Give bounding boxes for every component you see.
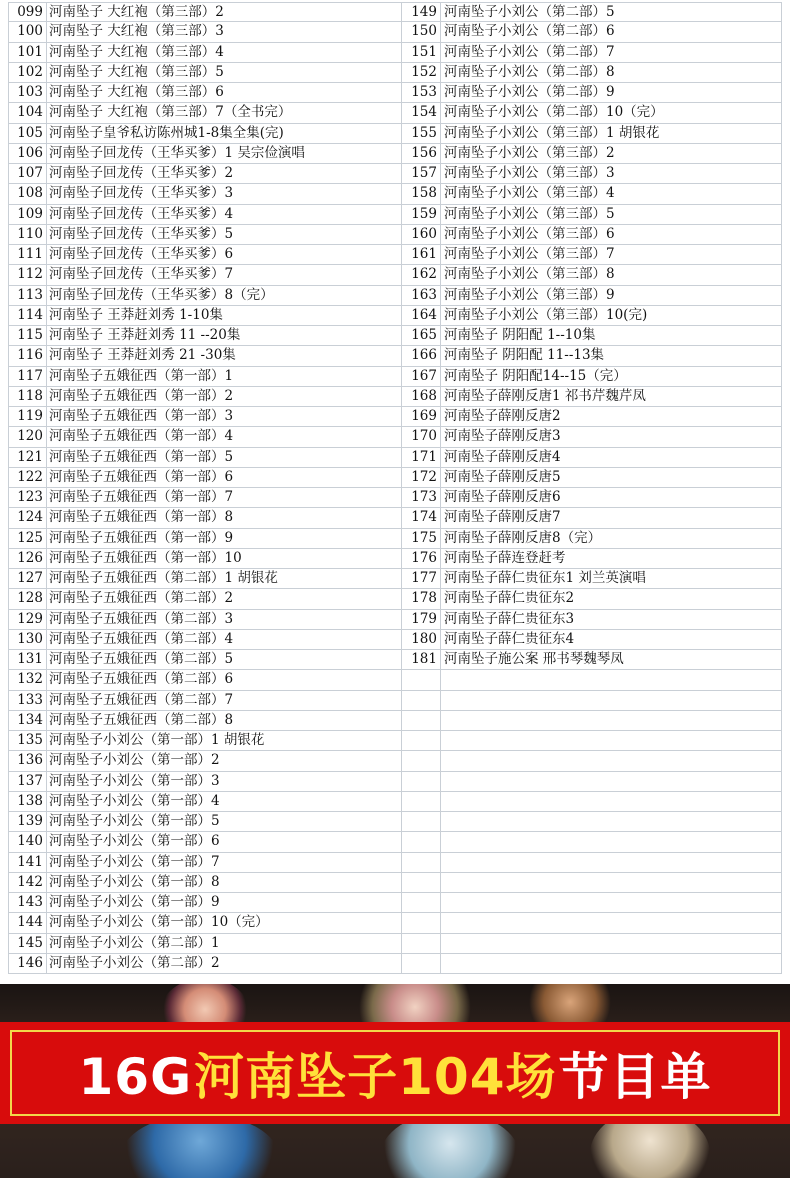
- row-title: 河南坠子回龙传（王华买爹）1 吴宗俭演唱: [47, 144, 402, 164]
- row-title: 河南坠子 阴阳配 1--10集: [441, 326, 782, 346]
- row-number: 150: [402, 22, 441, 42]
- row-title: 河南坠子小刘公（第三部）3: [441, 164, 782, 184]
- table-row: [8, 326, 402, 346]
- row-number: 133: [8, 691, 47, 711]
- row-title: 河南坠子薛连登赶考: [441, 549, 782, 569]
- headline-title: 河南坠子104场: [194, 1048, 557, 1106]
- row-number: 138: [8, 792, 47, 812]
- table-row: [402, 549, 782, 569]
- row-number: [402, 711, 441, 731]
- row-number: 169: [402, 407, 441, 427]
- table-row: [402, 225, 782, 245]
- row-number: 178: [402, 589, 441, 609]
- row-number: 143: [8, 893, 47, 913]
- table-row: [402, 22, 782, 42]
- table-row: [8, 589, 402, 609]
- row-number: 117: [8, 367, 47, 387]
- row-number: 103: [8, 83, 47, 103]
- row-title: 河南坠子小刘公（第三部）2: [441, 144, 782, 164]
- row-title: 河南坠子薛刚反唐1 祁书芹魏芹凤: [441, 387, 782, 407]
- table-row: [402, 144, 782, 164]
- row-title: 河南坠子 王莽赶刘秀 21 -30集: [47, 346, 402, 366]
- row-title: 河南坠子薛刚反唐2: [441, 407, 782, 427]
- row-number: 158: [402, 184, 441, 204]
- row-number: 179: [402, 610, 441, 630]
- table-row: [8, 610, 402, 630]
- row-title: 河南坠子小刘公（第一部）10（完）: [47, 913, 402, 933]
- row-title: 河南坠子薛刚反唐8（完）: [441, 529, 782, 549]
- table-row: [402, 448, 782, 468]
- table-row: [8, 245, 402, 265]
- row-number: 141: [8, 853, 47, 873]
- row-title: 河南坠子小刘公（第二部）7: [441, 43, 782, 63]
- row-number: [402, 893, 441, 913]
- table-row: [8, 265, 402, 285]
- row-title: 河南坠子 大红袍（第三部）3: [47, 22, 402, 42]
- row-title: 河南坠子小刘公（第二部）2: [47, 954, 402, 974]
- row-number: 177: [402, 569, 441, 589]
- row-title: 河南坠子皇爷私访陈州城1-8集全集(完): [47, 124, 402, 144]
- row-number: 131: [8, 650, 47, 670]
- row-title: 河南坠子五娥征西（第一部）7: [47, 488, 402, 508]
- row-number: 160: [402, 225, 441, 245]
- row-title: 河南坠子五娥征西（第二部）3: [47, 610, 402, 630]
- row-title: 河南坠子五娥征西（第一部）6: [47, 468, 402, 488]
- row-number: 167: [402, 367, 441, 387]
- table-row: [8, 508, 402, 528]
- table-row: [8, 63, 402, 83]
- row-number: [402, 873, 441, 893]
- row-number: 099: [8, 2, 47, 22]
- banner-ribbon: [0, 1022, 790, 1124]
- row-number: [402, 772, 441, 792]
- table-row: [402, 853, 782, 873]
- table-row: [402, 124, 782, 144]
- row-title: 河南坠子五娥征西（第二部）8: [47, 711, 402, 731]
- row-number: 163: [402, 286, 441, 306]
- row-number: 165: [402, 326, 441, 346]
- table-row: [8, 448, 402, 468]
- table-row: [402, 711, 782, 731]
- row-title: 河南坠子小刘公（第一部）6: [47, 832, 402, 852]
- table-row: [8, 367, 402, 387]
- table-row: [8, 751, 402, 771]
- table-row: [8, 144, 402, 164]
- table-row: [402, 934, 782, 954]
- table-row: [402, 751, 782, 771]
- table-row: [402, 103, 782, 123]
- row-number: 157: [402, 164, 441, 184]
- row-title: 河南坠子五娥征西（第二部）5: [47, 650, 402, 670]
- row-number: 170: [402, 427, 441, 447]
- row-number: 156: [402, 144, 441, 164]
- table-row: [402, 589, 782, 609]
- row-number: 155: [402, 124, 441, 144]
- table-row: [402, 731, 782, 751]
- row-title: [441, 670, 782, 690]
- table-row: [8, 934, 402, 954]
- table-row: [8, 913, 402, 933]
- row-title: [441, 853, 782, 873]
- table-row: [402, 427, 782, 447]
- table-row: [8, 792, 402, 812]
- table-row: [402, 265, 782, 285]
- row-number: 173: [402, 488, 441, 508]
- row-title: 河南坠子五娥征西（第一部）4: [47, 427, 402, 447]
- row-title: 河南坠子薛刚反唐4: [441, 448, 782, 468]
- row-title: 河南坠子五娥征西（第一部）9: [47, 529, 402, 549]
- row-title: 河南坠子小刘公（第二部）6: [441, 22, 782, 42]
- table-row: [402, 772, 782, 792]
- row-number: 107: [8, 164, 47, 184]
- row-number: [402, 913, 441, 933]
- row-number: 121: [8, 448, 47, 468]
- table-row: [402, 913, 782, 933]
- row-number: 129: [8, 610, 47, 630]
- row-title: 河南坠子回龙传（王华买爹）7: [47, 265, 402, 285]
- table-row: [8, 812, 402, 832]
- row-title: 河南坠子小刘公（第一部）9: [47, 893, 402, 913]
- row-number: 152: [402, 63, 441, 83]
- table-row: [402, 387, 782, 407]
- table-row: [8, 427, 402, 447]
- table-row: [402, 488, 782, 508]
- table-row: [402, 812, 782, 832]
- table-row: [8, 873, 402, 893]
- table-row: [8, 22, 402, 42]
- row-number: 139: [8, 812, 47, 832]
- row-title: 河南坠子五娥征西（第一部）2: [47, 387, 402, 407]
- row-title: 河南坠子小刘公（第一部）5: [47, 812, 402, 832]
- row-title: [441, 893, 782, 913]
- row-title: 河南坠子 大红袍（第三部）7（全书完）: [47, 103, 402, 123]
- row-number: 114: [8, 306, 47, 326]
- row-number: 127: [8, 569, 47, 589]
- row-number: 146: [8, 954, 47, 974]
- table-row: [402, 346, 782, 366]
- row-title: 河南坠子小刘公（第一部）4: [47, 792, 402, 812]
- row-title: 河南坠子 王莽赶刘秀 11 --20集: [47, 326, 402, 346]
- row-title: 河南坠子 阴阳配 11--13集: [441, 346, 782, 366]
- row-number: 101: [8, 43, 47, 63]
- table-row: [402, 954, 782, 974]
- row-number: 134: [8, 711, 47, 731]
- row-title: 河南坠子薛仁贵征东4: [441, 630, 782, 650]
- table-row: [8, 954, 402, 974]
- table-row: [402, 610, 782, 630]
- row-number: [402, 812, 441, 832]
- row-number: 135: [8, 731, 47, 751]
- row-title: [441, 812, 782, 832]
- row-title: 河南坠子五娥征西（第一部）1: [47, 367, 402, 387]
- row-number: 126: [8, 549, 47, 569]
- row-number: 100: [8, 22, 47, 42]
- table-row: [8, 569, 402, 589]
- row-title: 河南坠子回龙传（王华买爹）3: [47, 184, 402, 204]
- table-row: [8, 2, 402, 22]
- row-title: 河南坠子小刘公（第二部）5: [441, 2, 782, 22]
- program-table: [8, 2, 782, 974]
- table-row: [8, 549, 402, 569]
- table-row: [8, 43, 402, 63]
- row-number: 110: [8, 225, 47, 245]
- row-title: 河南坠子回龙传（王华买爹）2: [47, 164, 402, 184]
- row-title: 河南坠子 阴阳配14--15（完）: [441, 367, 782, 387]
- row-title: 河南坠子小刘公（第三部）5: [441, 205, 782, 225]
- table-row: [402, 2, 782, 22]
- row-title: 河南坠子回龙传（王华买爹）4: [47, 205, 402, 225]
- row-title: 河南坠子小刘公（第一部）7: [47, 853, 402, 873]
- row-title: 河南坠子 大红袍（第三部）5: [47, 63, 402, 83]
- row-number: 102: [8, 63, 47, 83]
- row-number: [402, 934, 441, 954]
- row-number: 119: [8, 407, 47, 427]
- table-row: [402, 508, 782, 528]
- row-number: 136: [8, 751, 47, 771]
- table-row: [402, 164, 782, 184]
- table-row: [8, 529, 402, 549]
- table-row: [8, 407, 402, 427]
- row-number: 104: [8, 103, 47, 123]
- row-title: 河南坠子回龙传（王华买爹）5: [47, 225, 402, 245]
- table-row: [8, 286, 402, 306]
- row-number: [402, 853, 441, 873]
- row-title: 河南坠子五娥征西（第二部）6: [47, 670, 402, 690]
- row-title: 河南坠子小刘公（第三部）7: [441, 245, 782, 265]
- row-title: 河南坠子薛刚反唐5: [441, 468, 782, 488]
- row-title: 河南坠子小刘公（第三部）1 胡银花: [441, 124, 782, 144]
- banner-headline: [79, 1037, 712, 1109]
- table-row: [402, 326, 782, 346]
- row-number: 149: [402, 2, 441, 22]
- table-column-right: [402, 2, 782, 974]
- row-number: [402, 691, 441, 711]
- table-row: [8, 853, 402, 873]
- table-row: [8, 691, 402, 711]
- row-number: 153: [402, 83, 441, 103]
- row-title: 河南坠子薛刚反唐6: [441, 488, 782, 508]
- row-number: 175: [402, 529, 441, 549]
- row-title: [441, 772, 782, 792]
- row-title: 河南坠子小刘公（第一部）2: [47, 751, 402, 771]
- row-title: 河南坠子小刘公（第二部）1: [47, 934, 402, 954]
- row-title: 河南坠子五娥征西（第一部）10: [47, 549, 402, 569]
- row-number: 161: [402, 245, 441, 265]
- row-title: 河南坠子施公案 邢书琴魏琴凤: [441, 650, 782, 670]
- row-title: [441, 832, 782, 852]
- row-title: [441, 731, 782, 751]
- table-row: [8, 184, 402, 204]
- table-column-left: [8, 2, 402, 974]
- row-title: 河南坠子小刘公（第一部）3: [47, 772, 402, 792]
- table-row: [8, 650, 402, 670]
- row-number: [402, 670, 441, 690]
- row-number: 137: [8, 772, 47, 792]
- row-number: [402, 731, 441, 751]
- table-row: [402, 63, 782, 83]
- table-row: [402, 691, 782, 711]
- row-title: 河南坠子回龙传（王华买爹）6: [47, 245, 402, 265]
- table-row: [8, 164, 402, 184]
- table-row: [402, 245, 782, 265]
- row-number: 130: [8, 630, 47, 650]
- table-row: [402, 650, 782, 670]
- row-title: 河南坠子小刘公（第三部）4: [441, 184, 782, 204]
- row-title: 河南坠子小刘公（第一部）1 胡银花: [47, 731, 402, 751]
- table-row: [8, 488, 402, 508]
- table-row: [8, 205, 402, 225]
- row-number: 168: [402, 387, 441, 407]
- table-row: [402, 286, 782, 306]
- row-number: 176: [402, 549, 441, 569]
- row-title: 河南坠子 王莽赶刘秀 1-10集: [47, 306, 402, 326]
- row-number: 120: [8, 427, 47, 447]
- row-title: 河南坠子 大红袍（第三部）2: [47, 2, 402, 22]
- row-title: 河南坠子五娥征西（第二部）2: [47, 589, 402, 609]
- table-row: [8, 832, 402, 852]
- row-number: 118: [8, 387, 47, 407]
- table-row: [8, 103, 402, 123]
- table-row: [402, 367, 782, 387]
- table-row: [8, 346, 402, 366]
- row-number: 128: [8, 589, 47, 609]
- headline-suffix: 节目单: [558, 1048, 712, 1106]
- row-title: 河南坠子薛刚反唐3: [441, 427, 782, 447]
- table-row: [402, 529, 782, 549]
- row-number: 132: [8, 670, 47, 690]
- row-number: [402, 792, 441, 812]
- table-row: [402, 407, 782, 427]
- table-row: [402, 630, 782, 650]
- table-row: [402, 569, 782, 589]
- row-number: 108: [8, 184, 47, 204]
- row-number: 180: [402, 630, 441, 650]
- row-title: 河南坠子小刘公（第二部）9: [441, 83, 782, 103]
- row-number: 123: [8, 488, 47, 508]
- row-number: [402, 832, 441, 852]
- table-row: [8, 225, 402, 245]
- row-title: 河南坠子小刘公（第三部）8: [441, 265, 782, 285]
- row-number: 112: [8, 265, 47, 285]
- table-row: [8, 124, 402, 144]
- row-number: [402, 751, 441, 771]
- row-number: 113: [8, 286, 47, 306]
- row-title: [441, 711, 782, 731]
- row-number: 115: [8, 326, 47, 346]
- row-title: 河南坠子小刘公（第三部）6: [441, 225, 782, 245]
- table-row: [8, 83, 402, 103]
- table-row: [8, 731, 402, 751]
- row-title: [441, 954, 782, 974]
- table-row: [402, 792, 782, 812]
- row-number: 124: [8, 508, 47, 528]
- row-title: 河南坠子小刘公（第一部）8: [47, 873, 402, 893]
- row-number: 145: [8, 934, 47, 954]
- row-number: [402, 954, 441, 974]
- row-number: 144: [8, 913, 47, 933]
- row-title: [441, 751, 782, 771]
- table-row: [402, 670, 782, 690]
- table-row: [402, 893, 782, 913]
- row-number: 171: [402, 448, 441, 468]
- row-number: 140: [8, 832, 47, 852]
- row-title: [441, 934, 782, 954]
- row-number: 174: [402, 508, 441, 528]
- table-row: [402, 306, 782, 326]
- row-title: 河南坠子五娥征西（第二部）4: [47, 630, 402, 650]
- table-row: [8, 893, 402, 913]
- table-row: [402, 205, 782, 225]
- table-row: [402, 83, 782, 103]
- row-number: 125: [8, 529, 47, 549]
- row-number: 106: [8, 144, 47, 164]
- table-row: [402, 468, 782, 488]
- row-title: [441, 873, 782, 893]
- table-row: [8, 387, 402, 407]
- row-title: 河南坠子小刘公（第三部）10(完): [441, 306, 782, 326]
- row-number: 154: [402, 103, 441, 123]
- row-title: 河南坠子小刘公（第三部）9: [441, 286, 782, 306]
- row-number: 166: [402, 346, 441, 366]
- headline-size: 16G: [78, 1048, 193, 1106]
- row-title: 河南坠子薛仁贵征东3: [441, 610, 782, 630]
- table-row: [402, 832, 782, 852]
- row-title: 河南坠子 大红袍（第三部）4: [47, 43, 402, 63]
- row-number: 109: [8, 205, 47, 225]
- table-row: [8, 670, 402, 690]
- row-title: 河南坠子五娥征西（第一部）8: [47, 508, 402, 528]
- row-title: [441, 913, 782, 933]
- row-number: 122: [8, 468, 47, 488]
- row-title: 河南坠子回龙传（王华买爹）8（完）: [47, 286, 402, 306]
- row-number: 111: [8, 245, 47, 265]
- row-title: 河南坠子五娥征西（第二部）1 胡银花: [47, 569, 402, 589]
- table-row: [402, 184, 782, 204]
- row-title: 河南坠子 大红袍（第三部）6: [47, 83, 402, 103]
- row-title: 河南坠子五娥征西（第二部）7: [47, 691, 402, 711]
- table-row: [8, 711, 402, 731]
- row-number: 164: [402, 306, 441, 326]
- row-number: 159: [402, 205, 441, 225]
- row-title: 河南坠子五娥征西（第一部）3: [47, 407, 402, 427]
- table-row: [402, 873, 782, 893]
- table-row: [8, 630, 402, 650]
- row-number: 181: [402, 650, 441, 670]
- row-title: [441, 691, 782, 711]
- table-row: [8, 468, 402, 488]
- row-number: 151: [402, 43, 441, 63]
- row-title: 河南坠子薛仁贵征东1 刘兰英演唱: [441, 569, 782, 589]
- table-row: [8, 772, 402, 792]
- row-number: 116: [8, 346, 47, 366]
- row-number: 142: [8, 873, 47, 893]
- row-number: 162: [402, 265, 441, 285]
- row-title: 河南坠子小刘公（第二部）10（完）: [441, 103, 782, 123]
- table-row: [8, 306, 402, 326]
- row-number: 105: [8, 124, 47, 144]
- row-title: 河南坠子薛仁贵征东2: [441, 589, 782, 609]
- row-title: 河南坠子薛刚反唐7: [441, 508, 782, 528]
- row-title: 河南坠子五娥征西（第一部）5: [47, 448, 402, 468]
- row-title: [441, 792, 782, 812]
- row-number: 172: [402, 468, 441, 488]
- row-title: 河南坠子小刘公（第二部）8: [441, 63, 782, 83]
- promo-banner: [0, 984, 790, 1178]
- table-row: [402, 43, 782, 63]
